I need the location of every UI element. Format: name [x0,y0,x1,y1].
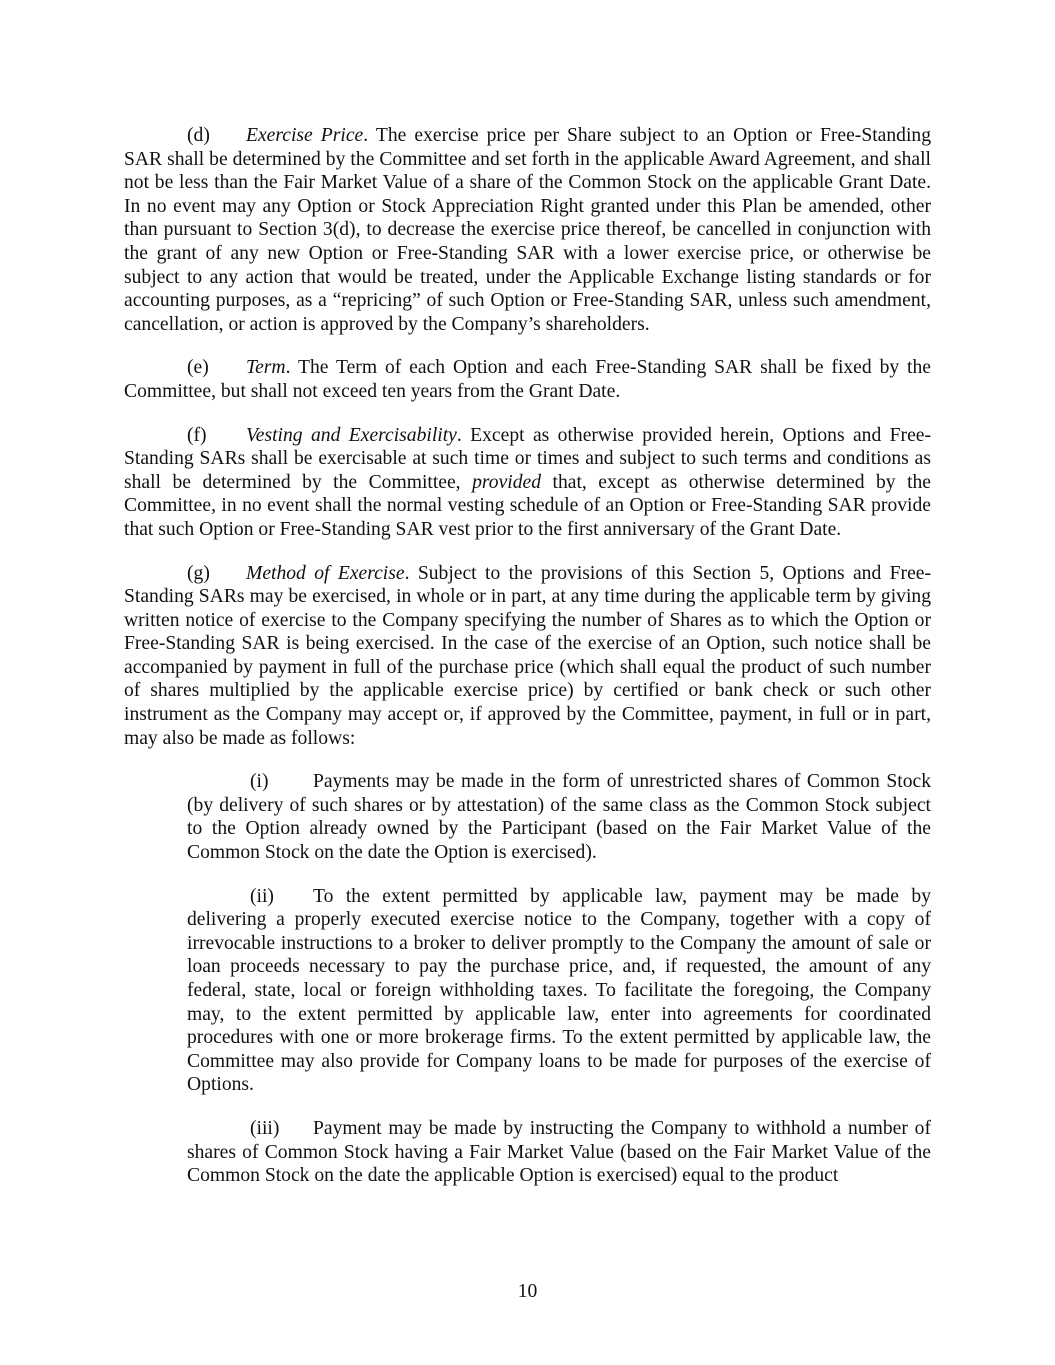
subsection-ii [187,885,931,1097]
section-marker: (f) [187,424,207,446]
section-f-vesting [124,424,931,542]
section-e-term [124,356,931,403]
section-body: . Subject to the provisions of this Section 5, Options and Free-Standing SARs may be exercised, in whole or in part, at any time during the applicable term by giving written notice of exercise to the Company specifying the number of Shares as to which the Option or Free-Standing SAR is being exercised. In the case of the exercise of an Option, such notice shall be accompanied by payment in full of the purchase price (which shall equal the product of such number of shares multiplied by the applicable exercise price) by certified or bank check or such other instrument as the Company may accept or, if approved by the Committee, payment, in full or in part, may also be made as follows: [124,562,931,749]
section-heading: Vesting and Exercisability [246,424,457,446]
section-heading: Exercise Price [246,125,364,146]
document-page [124,124,931,1208]
subsection-body: Payment may be made by instructing the Company to withhold a number of shares of Common Stock having a Fair Market Value (based on the Fair Market Value of the Common Stock on the date the applicable Option is exercised) equal to the product [187,1117,931,1187]
section-marker: (e) [187,357,209,379]
subsection-i [187,770,931,864]
provided-emphasis: provided [472,471,542,493]
section-marker: (d) [187,125,210,146]
section-g-method-of-exercise [124,562,931,751]
page-number: 10 [517,1281,538,1302]
section-body: . The Term of each Option and each Free-Standing SAR shall be fixed by the Committee, but shall not exceed ten years from the Grant Date. [124,357,931,402]
section-body-continued: that, except as otherwise determined by the Committee, in no event shall the normal vesting schedule of an Option or Free-Standing SAR provide that such Option or Free-Standing SAR vest prior to the first anniversary of the Grant Date. [124,471,932,540]
subsection-marker: (i) [250,771,269,793]
subsection-body: Payments may be made in the form of unrestricted shares of Common Stock (by delivery of such shares or by attestation) of the same class as the Common Stock subject to the Option already owned by the Participant (based on the Fair Market Value of the Common Stock on the date the Option is exercised). [187,771,931,864]
subsection-iii [187,1117,931,1188]
subsection-marker: (iii) [250,1117,280,1139]
section-marker: (g) [187,562,210,584]
subsection-marker: (ii) [250,885,274,907]
subsection-body: To the extent permitted by applicable law, payment may be made by delivering a properly executed exercise notice to the Company, together with a copy of irrevocable instructions to a broker to deliver promptly to the Company the amount of sale or loan proceeds necessary to pay the purchase price, and, if requested, the amount of any federal, state, local or foreign withholding taxes. To facilitate the foregoing, the Company may, to the extent permitted by applicable law, enter into agreements for coordinated procedures with one or more brokerage firms. To the extent permitted by applicable law, the Committee may also provide for Company loans to be made for purposes of the exercise of Options. [187,885,931,1096]
section-heading: Method of Exercise [246,562,405,584]
section-heading: Term [246,357,286,379]
section-d-exercise-price [124,124,931,336]
section-body: . The exercise price per Share subject to an Option or Free-Standing SAR shall be determined by the Committee and set forth in the applicable Award Agreement, and shall not be less than the Fair Market Value of a share of the Common Stock on the applicable Grant Date. In no event may any Option or Stock Appreciation Right granted under this Plan be amended, other than pursuant to Section 3(d), to decrease the exercise price thereof, be cancelled in conjunction with the grant of any new Option or Free-Standing SAR with a lower exercise price, or otherwise be subject to any action that would be treated, under the Applicable Exchange listing standards or for accounting purposes, as a “repricing” of such Option or Free-Standing SAR, unless such amendment, cancellation, or action is approved by the Company’s shareholders. [124,125,931,335]
section-body: . Except as otherwise provided herein, Options and Free-Standing SARs shall be exercisable at such time or times and subject to such terms and conditions as shall be determined by the Committee, [124,424,931,493]
